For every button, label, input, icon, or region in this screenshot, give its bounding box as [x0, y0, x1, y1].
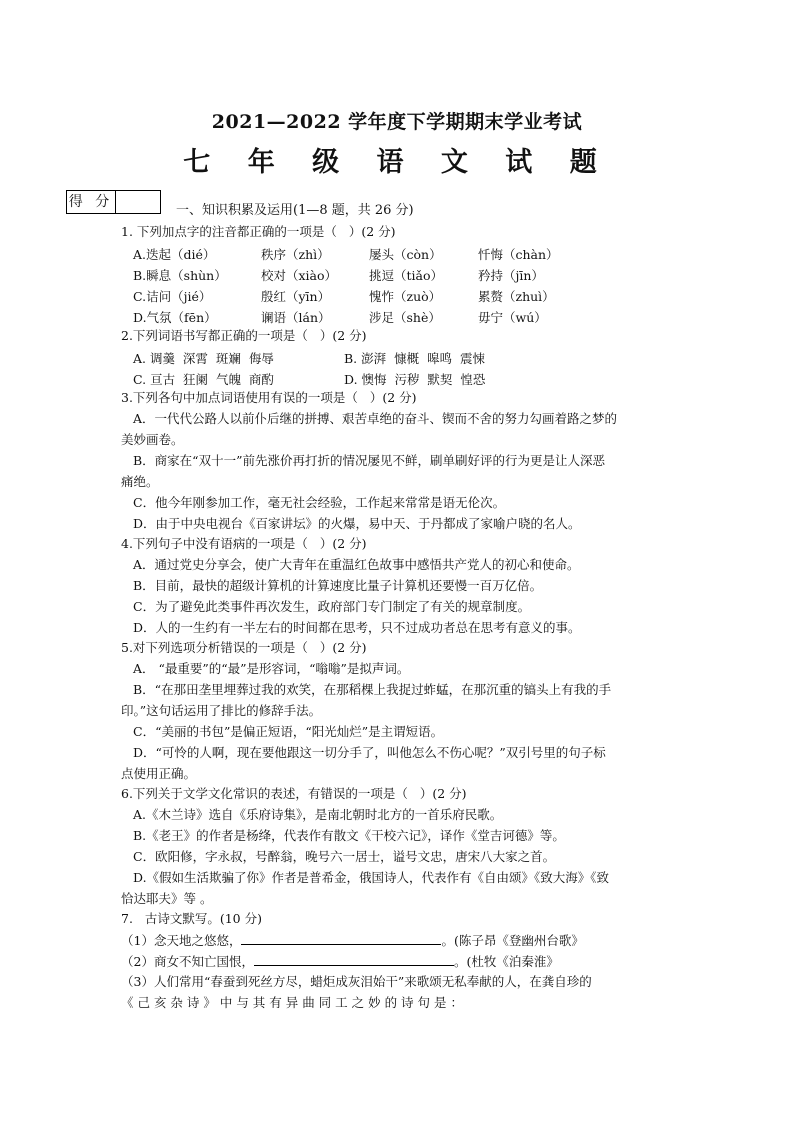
exam-title: 2021—2022 学年度下学期期末学业考试: [211, 111, 583, 133]
q1-opt-c3: 愧怍（zuò）: [369, 289, 442, 304]
q4-opt-d: D．人的一生约有一半左右的时间都在思考，只不过成功者总在思考有意义的事。: [133, 620, 581, 635]
q6-opt-d1: D.《假如生活欺骗了你》作者是普希金，俄国诗人，代表作有《自由颂》《致大海》《致: [133, 870, 610, 885]
score-blank[interactable]: [116, 191, 160, 213]
q3-opt-d: D．由于中央电视台《百家讲坛》的火爆，易中天、于丹都成了家喻户晓的名人。: [133, 516, 581, 531]
section-heading: 一、知识积累及运用(1—8 题，共 26 分): [176, 203, 414, 218]
q1-opt-d2: 谰语（lán）: [261, 310, 331, 325]
q3-opt-c: C．他今年刚参加工作，毫无社会经验，工作起来常常是语无伦次。: [133, 495, 506, 510]
q5-opt-d2: 点使用正确。: [121, 766, 197, 781]
q7-item-1-blank[interactable]: [241, 932, 441, 945]
q3-opt-b2: 痛绝。: [121, 474, 159, 489]
q2-opt-c: C. 亘古 狂阑 气魄 商酌: [133, 372, 274, 387]
q3-opt-a1: A．一代代公路人以前仆后继的拼搏、艰苦卓绝的奋斗、锲而不舍的努力勾画着路之梦的: [133, 411, 618, 426]
q6-opt-b: B.《老王》的作者是杨绛，代表作有散文《干校六记》，译作《堂吉诃德》等。: [133, 828, 565, 843]
q1-opt-d3: 涉足（shè）: [369, 310, 441, 325]
q5-opt-d1: D．“可怜的人啊，现在要他跟这一切分手了，叫他怎么不伤心呢？”双引号里的句子标: [133, 745, 606, 760]
q1-opt-c4: 累赘（zhuì）: [478, 289, 555, 304]
paper-title: 七 年 级 语 文 试 题: [183, 147, 611, 178]
q7-item-2-source: 。(杜牧《泊秦淮》: [453, 954, 559, 969]
q7-stem: 7. 古诗文默写。(10 分): [121, 911, 262, 926]
q7-item-1: [121, 932, 584, 949]
q2-opt-d: D. 懊悔 污秽 默契 惶恐: [344, 372, 486, 387]
q1-opt-a3: 屡头（còn）: [369, 247, 442, 262]
q5-opt-b2: 印。”这句话运用了排比的修辞手法。: [121, 703, 322, 718]
q6-stem: 6.下列关于文学文化常识的表述，有错误的一项是（ ）(2 分): [121, 786, 467, 801]
q5-opt-a: A． “最重要”的“最”是形容词，“嗡嗡”是拟声词。: [133, 661, 410, 676]
q1-opt-b2: 校对（xiào）: [261, 268, 338, 283]
q1-opt-c2: 殷红（yīn）: [261, 289, 331, 304]
q1-opt-a2: 秩序（zhì）: [261, 247, 330, 262]
q3-opt-a2: 美妙画卷。: [121, 432, 184, 447]
q1-opt-b1: B.瞬息（shùn）: [133, 268, 227, 283]
q3-stem: 3.下列各句中加点词语使用有误的一项是（ ）(2 分): [121, 390, 417, 405]
q7-item-1-source: 。(陈子昂《登幽州台歌》: [441, 933, 584, 948]
q5-opt-c: C．“美丽的书包”是偏正短语，“阳光灿烂”是主谓短语。: [133, 724, 444, 739]
q1-opt-b4: 矜持（jīn）: [478, 268, 544, 283]
q4-opt-c: C．为了避免此类事件再次发生，政府部门专门制定了有关的规章制度。: [133, 599, 531, 614]
q6-opt-c: C．欧阳修，字永叔，号醉翁，晚号六一居士，谥号文忠，唐宋八大家之首。: [133, 849, 556, 864]
q1-opt-d1: D.气氛（fēn）: [133, 310, 217, 325]
q7-item-3: （3）人们常用“春蚕到死丝方尽，蜡炬成灰泪始干”来歌颂无私奉献的人，在龚自珍的: [121, 974, 592, 989]
q3-opt-b1: B．商家在“双十一”前先涨价再打折的情况屡见不鲜，刷单刷好评的行为更是让人深恶: [133, 453, 605, 468]
score-box: [66, 190, 161, 214]
q7-item-2-blank[interactable]: [254, 953, 454, 966]
q1-opt-a1: A.迭起（dié）: [133, 247, 216, 262]
q6-opt-d2: 恰达耶夫》等 。: [121, 891, 213, 906]
q5-opt-b1: B．“在那田垄里埋葬过我的欢笑，在那稻棵上我捉过蚱蜢，在那沉重的镐头上有我的手: [133, 682, 612, 697]
q7-item-2-prompt: （2）商女不知亡国恨，: [121, 954, 254, 969]
q1-stem: 1. 下列加点字的注音都正确的一项是（ ）(2 分): [121, 224, 396, 239]
q6-opt-a: A.《木兰诗》选自《乐府诗集》，是南北朝时北方的一首乐府民歌。: [133, 807, 503, 822]
q2-opt-b: B. 澎湃 慷概 嗥鸣 震悚: [344, 351, 485, 366]
q7-item-3-cont: 《 己 亥 杂 诗 》 中 与 其 有 异 曲 同 工 之 妙 的 诗 句 是 ：: [121, 995, 463, 1010]
q1-opt-d4: 毋宁（wú）: [478, 310, 547, 325]
q5-stem: 5.对下列选项分析错误的一项是（ ）(2 分): [121, 640, 367, 655]
q2-stem: 2.下列词语书写都正确的一项是（ ）(2 分): [121, 328, 367, 343]
q1-opt-a4: 忏悔（chàn）: [478, 247, 559, 262]
q7-item-2: [121, 953, 559, 970]
q1-opt-b3: 挑逗（tiǎo）: [369, 268, 443, 283]
score-label: 得 分: [67, 191, 116, 213]
q2-opt-a: A. 调羹 深霄 斑斓 侮辱: [133, 351, 274, 366]
q4-opt-b: B．目前，最快的超级计算机的计算速度比量子计算机还要慢一百万亿倍。: [133, 578, 543, 593]
q1-opt-c1: C.诘问（jié）: [133, 289, 212, 304]
q4-stem: 4.下列句子中没有语病的一项是（ ）(2 分): [121, 536, 367, 551]
q7-item-1-prompt: （1）念天地之悠悠，: [121, 933, 242, 948]
q4-opt-a: A．通过党史分享会，使广大青年在重温红色故事中感悟共产党人的初心和使命。: [133, 557, 580, 572]
